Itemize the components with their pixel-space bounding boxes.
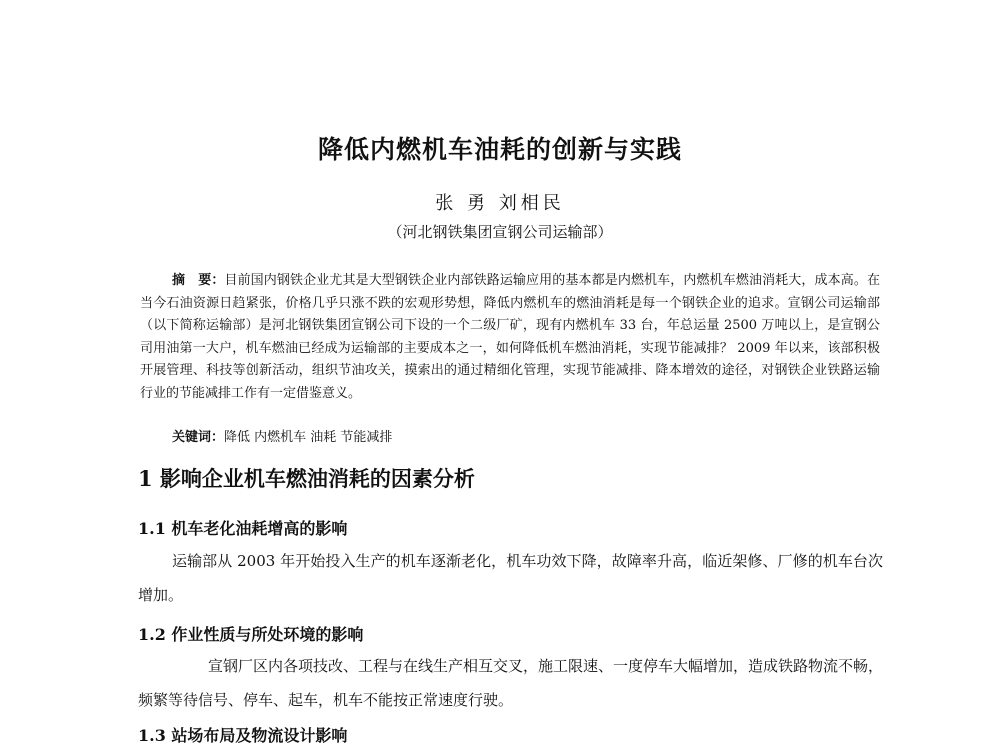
abstract-label: 摘 要： xyxy=(172,273,225,288)
section-1-2-heading: 1.2 作业性质与所处环境的影响 xyxy=(138,625,364,644)
paper-authors: 张 勇 刘相民 xyxy=(435,193,565,214)
abstract xyxy=(140,270,880,405)
keywords xyxy=(172,426,872,445)
paper-affiliation: （河北钢铁集团宣钢公司运输部） xyxy=(387,223,613,241)
section-1-1-paragraph: 运输部从 2003 年开始投入生产的机车逐渐老化，机车功效下降，故障率升高，临近架修、厂修的机车台次增加。 xyxy=(138,552,883,604)
section-1-3-heading: 1.3 站场布局及物流设计影响 xyxy=(138,726,348,745)
paper-title: 降低内燃机车油耗的创新与实践 xyxy=(317,135,682,164)
abstract-text: 目前国内钢铁企业尤其是大型钢铁企业内部铁路运输应用的基本都是内燃机车，内燃机车燃油消耗大，成本高。在当今石油资源日趋紧张，价格几乎只涨不跌的宏观形势想，降低内燃机车的燃油消耗是每一个钢铁企业的追求。宣钢公司运输部（以下简称运输部）是河北钢铁集团宣钢公司下设的一个二级厂矿，现有内燃机车 33 台，年总运量 2500 万吨以上，是宣钢公司用油第一大户，机车燃油已经成为运输部的主要成本之一，如何降低机车燃油消耗，实现节能减排？ 2009 年以来，该部积极开展管理、科技等创新活动，组织节油攻关，摸索出的通过精细化管理，实现节能减排、降本增效的途径，对钢铁企业铁路运输行业的节能减排工作有一定借鉴意义。 xyxy=(140,273,880,401)
section-1-2-paragraph: 宣钢厂区内各项技改、工程与在线生产相互交叉，施工限速、一度停车大幅增加，造成铁路物流不畅，频繁等待信号、停车、起车，机车不能按正常速度行驶。 xyxy=(138,657,884,709)
keywords-label: 关键词： xyxy=(172,430,225,445)
section-1-heading: 1 影响企业机车燃油消耗的因素分析 xyxy=(138,466,475,491)
section-1-1-heading: 1.1 机车老化油耗增高的影响 xyxy=(138,519,348,538)
keywords-text: 降低 内燃机车 油耗 节能减排 xyxy=(224,430,393,445)
